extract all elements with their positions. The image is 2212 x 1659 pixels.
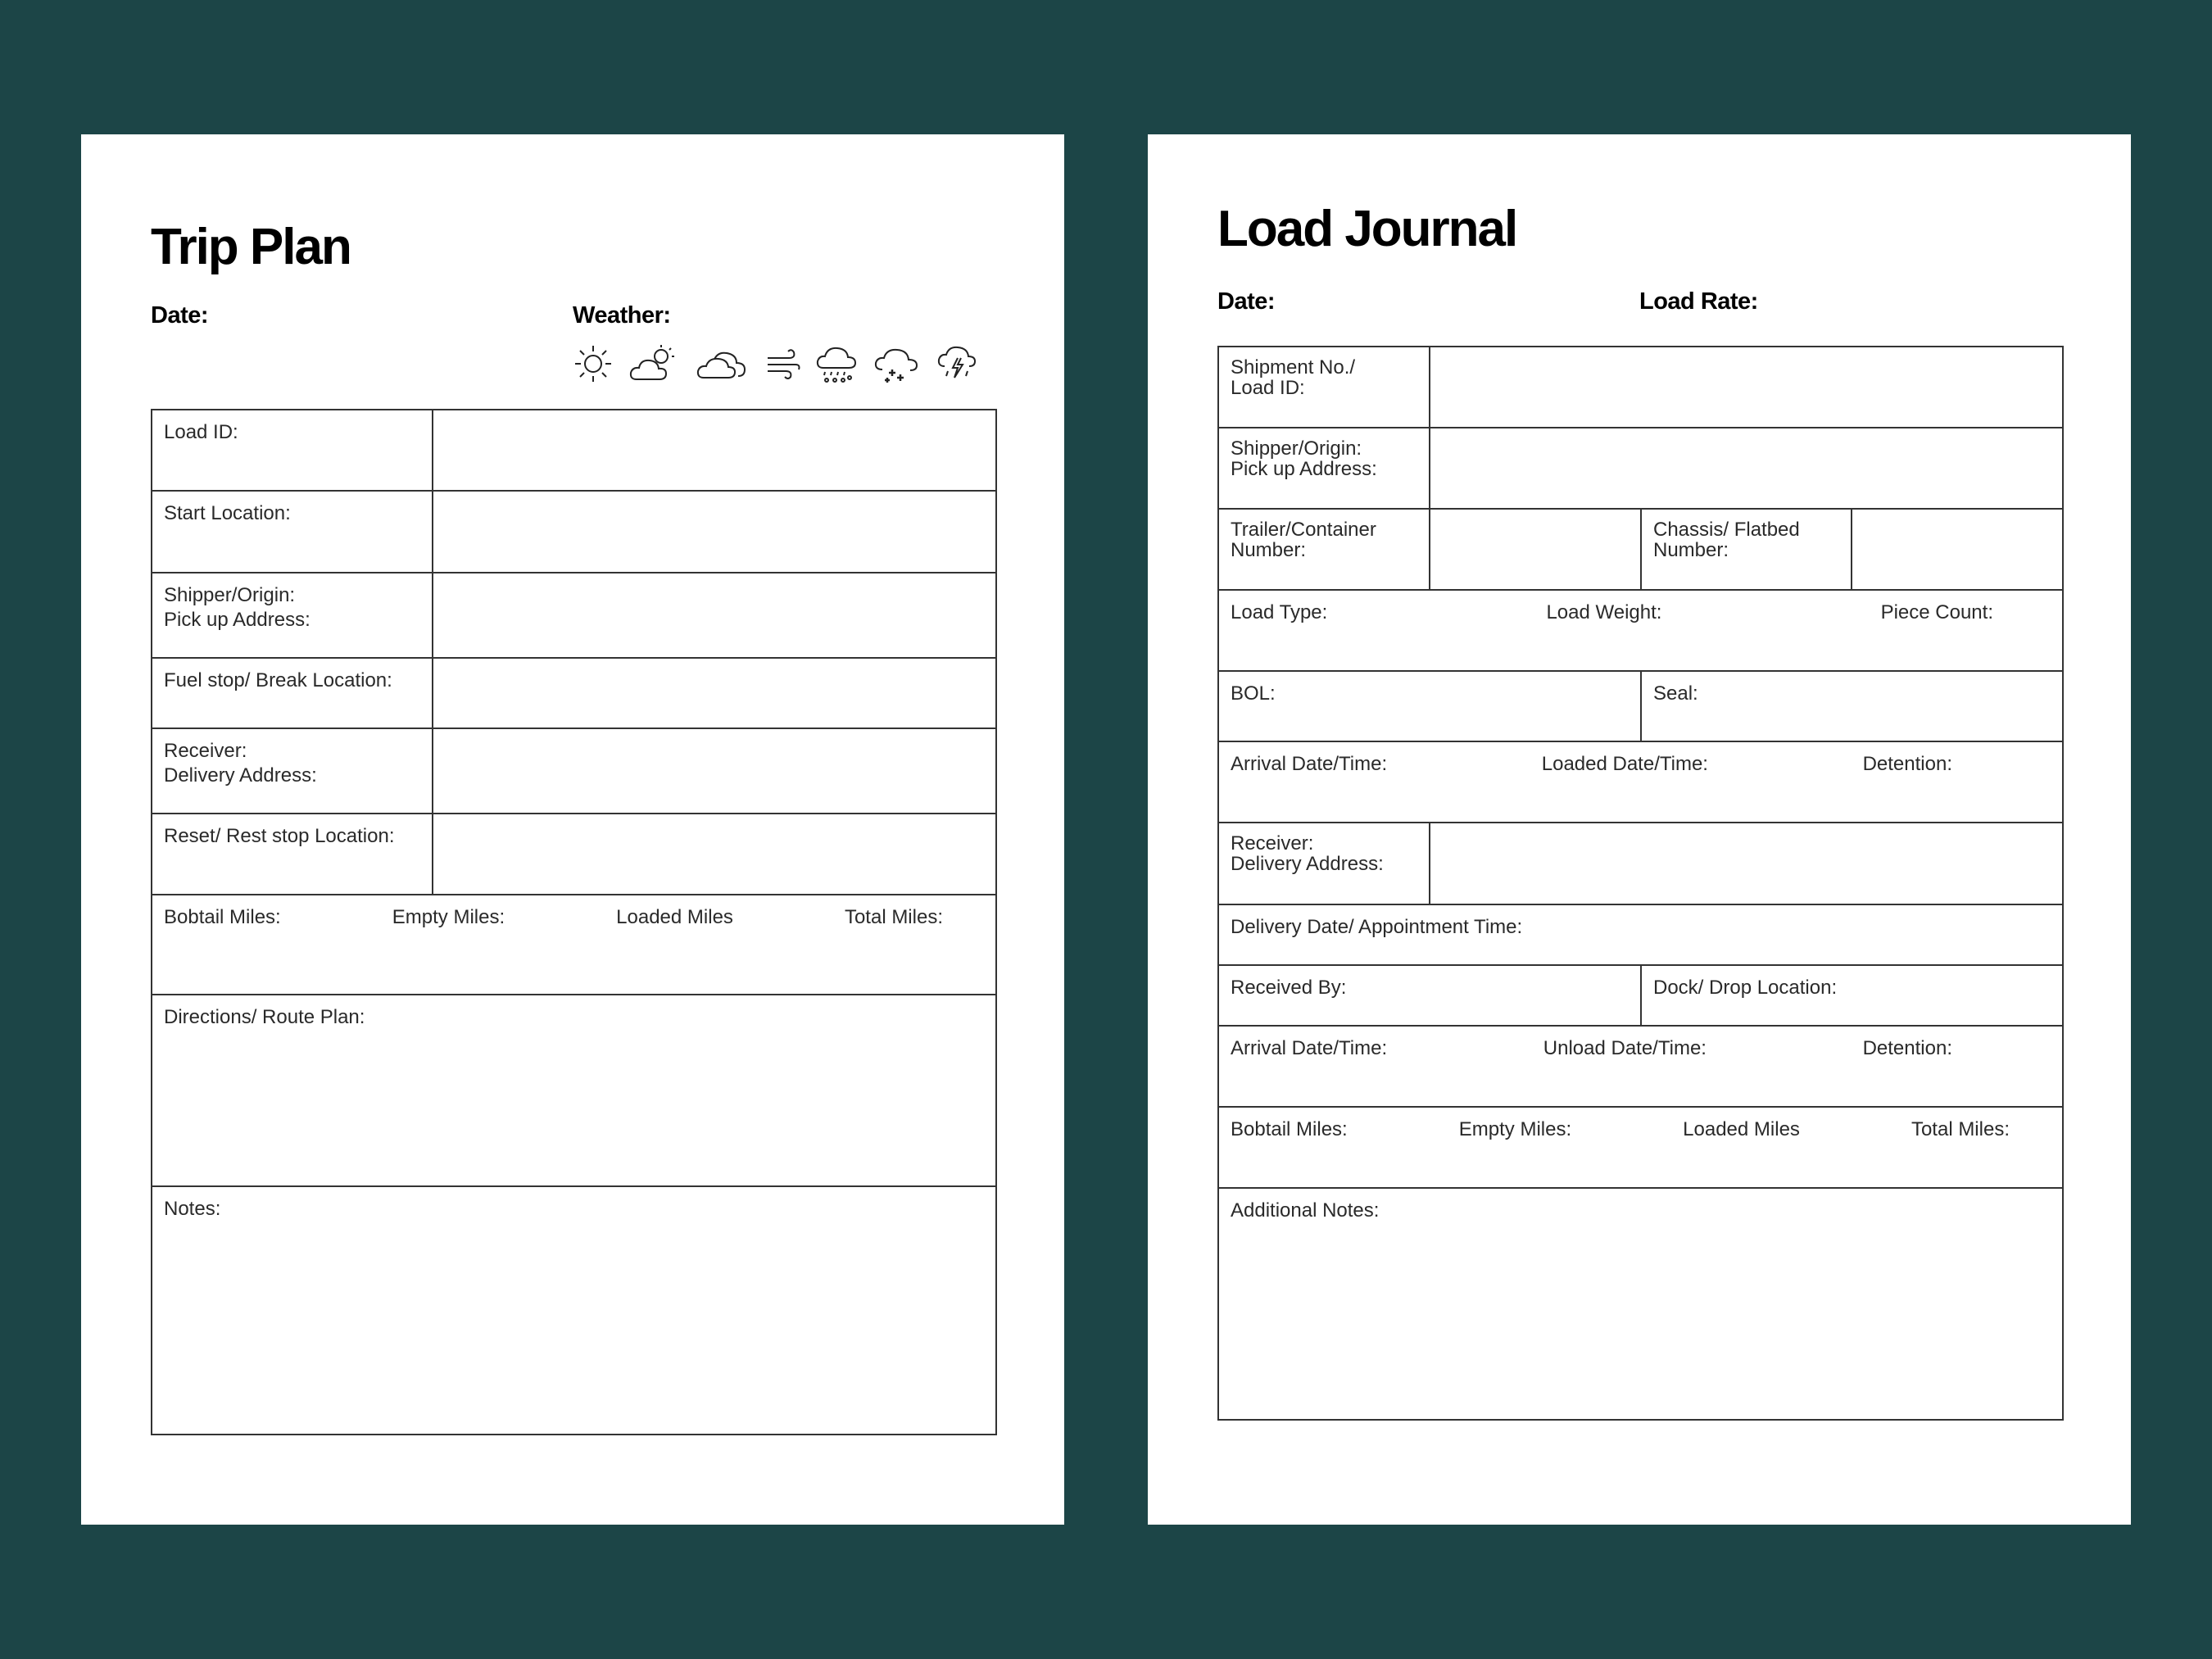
rain-icon[interactable] <box>815 343 858 384</box>
shipment-field[interactable] <box>1430 347 2063 428</box>
chassis-label <box>1641 509 1852 590</box>
table-row <box>1218 1188 2063 1420</box>
weather-label: Weather: <box>573 302 671 329</box>
load-rate-label: Load Rate: <box>1639 288 1758 315</box>
receiver-label-line2: Delivery Address: <box>164 764 317 786</box>
table-row <box>1218 741 2063 823</box>
table-row <box>1218 671 2063 741</box>
table-row <box>1218 823 2063 904</box>
pickup-times-cell[interactable] <box>1218 741 2063 823</box>
miles-cell[interactable] <box>1218 1107 2063 1188</box>
bol-label: BOL: <box>1231 682 1276 705</box>
thunderstorm-icon[interactable] <box>936 343 977 384</box>
table-row <box>152 658 996 728</box>
table-row <box>152 995 996 1186</box>
total-miles-label: Total Miles: <box>844 906 943 928</box>
receiver-label-line1: Receiver: <box>164 740 247 762</box>
delivery-times-cell[interactable] <box>1218 1026 2063 1107</box>
date-label: Date: <box>1217 288 1276 315</box>
receiver-label <box>152 728 433 814</box>
start-location-label: Start Location: <box>152 491 433 573</box>
receiver-label-line2: Delivery Address: <box>1231 853 1384 875</box>
table-row <box>1218 509 2063 590</box>
chassis-field[interactable] <box>1852 509 2063 590</box>
receiver-field[interactable] <box>433 728 996 814</box>
delivery-time-label: Delivery Date/ Appointment Time: <box>1231 916 1523 938</box>
unload-time-label: Unload Date/Time: <box>1543 1037 1707 1059</box>
shipper-label-line2: Pick up Address: <box>164 609 310 631</box>
table-row <box>1218 347 2063 428</box>
cloudy-icon[interactable] <box>696 343 751 384</box>
trip-plan-table <box>151 409 997 1435</box>
table-row <box>152 573 996 658</box>
dock-location-label: Dock/ Drop Location: <box>1653 977 1838 999</box>
trip-plan-page <box>81 134 1064 1525</box>
bol-cell[interactable] <box>1218 671 1641 741</box>
load-journal-page <box>1148 134 2131 1525</box>
sun-icon[interactable] <box>573 343 614 384</box>
table-row <box>152 491 996 573</box>
table-row <box>1218 428 2063 509</box>
table-row <box>152 895 996 995</box>
total-miles-label: Total Miles: <box>1911 1118 2010 1140</box>
bobtail-miles-label: Bobtail Miles: <box>1231 1118 1348 1140</box>
reset-stop-field[interactable] <box>433 814 996 895</box>
windy-icon[interactable] <box>766 343 800 384</box>
table-row <box>1218 590 2063 671</box>
shipment-label-line2: Load ID: <box>1231 377 1305 399</box>
partly-cloudy-icon[interactable] <box>628 343 681 384</box>
receiver-label-line1: Receiver: <box>1231 832 1314 854</box>
loaded-miles-label: Loaded Miles <box>1683 1118 1800 1140</box>
miles-cell[interactable] <box>152 895 996 995</box>
table-row <box>1218 904 2063 965</box>
trailer-label-line2: Number: <box>1231 539 1307 561</box>
directions-cell[interactable] <box>152 995 996 1186</box>
additional-notes-label: Additional Notes: <box>1231 1199 1380 1222</box>
table-row <box>1218 965 2063 1026</box>
table-row <box>152 814 996 895</box>
notes-label: Notes: <box>164 1198 221 1220</box>
reset-stop-label: Reset/ Rest stop Location: <box>152 814 433 895</box>
delivery-time-cell[interactable] <box>1218 904 2063 965</box>
table-row <box>152 728 996 814</box>
detention-label: Detention: <box>1862 1037 1952 1059</box>
bobtail-miles-label: Bobtail Miles: <box>164 906 281 928</box>
received-by-cell[interactable] <box>1218 965 1641 1026</box>
chassis-label-line1: Chassis/ Flatbed <box>1653 519 1800 541</box>
load-weight-label: Load Weight: <box>1546 601 1662 623</box>
shipment-label-line1: Shipment No./ <box>1231 356 1356 378</box>
table-row <box>1218 1026 2063 1107</box>
shipper-label-line2: Pick up Address: <box>1231 458 1377 480</box>
piece-count-label: Piece Count: <box>1880 601 1993 623</box>
additional-notes-cell[interactable] <box>1218 1188 2063 1420</box>
shipper-field[interactable] <box>1430 428 2063 509</box>
shipper-field[interactable] <box>433 573 996 658</box>
shipment-label <box>1218 347 1430 428</box>
loaded-miles-label: Loaded Miles <box>616 906 733 928</box>
empty-miles-label: Empty Miles: <box>392 906 505 928</box>
trailer-field[interactable] <box>1430 509 1641 590</box>
seal-cell[interactable] <box>1641 671 2063 741</box>
trailer-label-line1: Trailer/Container <box>1231 519 1376 541</box>
directions-label: Directions/ Route Plan: <box>164 1006 365 1028</box>
load-journal-table <box>1217 346 2064 1421</box>
load-type-label: Load Type: <box>1231 601 1328 623</box>
seal-label: Seal: <box>1653 682 1698 705</box>
arrival-time-label: Arrival Date/Time: <box>1231 753 1388 775</box>
start-location-field[interactable] <box>433 491 996 573</box>
page-title: Load Journal <box>1217 201 1517 257</box>
receiver-field[interactable] <box>1430 823 2063 904</box>
table-row <box>152 1186 996 1435</box>
empty-miles-label: Empty Miles: <box>1458 1118 1572 1140</box>
table-row <box>152 410 996 491</box>
trailer-label <box>1218 509 1430 590</box>
dock-location-cell[interactable] <box>1641 965 2063 1026</box>
table-row <box>1218 1107 2063 1188</box>
load-info-cell[interactable] <box>1218 590 2063 671</box>
weather-icons <box>573 343 977 384</box>
load-id-field[interactable] <box>433 410 996 491</box>
fuel-stop-label: Fuel stop/ Break Location: <box>152 658 433 728</box>
shipper-label-line1: Shipper/Origin: <box>1231 437 1362 460</box>
receiver-label <box>1218 823 1430 904</box>
notes-cell[interactable] <box>152 1186 996 1435</box>
shipper-label-line1: Shipper/Origin: <box>164 584 296 606</box>
shipper-label <box>152 573 433 658</box>
chassis-label-line2: Number: <box>1653 539 1729 561</box>
fuel-stop-field[interactable] <box>433 658 996 728</box>
arrival-time-label: Arrival Date/Time: <box>1231 1037 1388 1059</box>
page-title: Trip Plan <box>151 219 351 275</box>
detention-label: Detention: <box>1862 753 1952 775</box>
received-by-label: Received By: <box>1231 977 1347 999</box>
date-label: Date: <box>151 302 209 329</box>
loaded-time-label: Loaded Date/Time: <box>1541 753 1708 775</box>
snow-icon[interactable] <box>873 343 922 384</box>
shipper-label <box>1218 428 1430 509</box>
load-id-label: Load ID: <box>152 410 433 491</box>
